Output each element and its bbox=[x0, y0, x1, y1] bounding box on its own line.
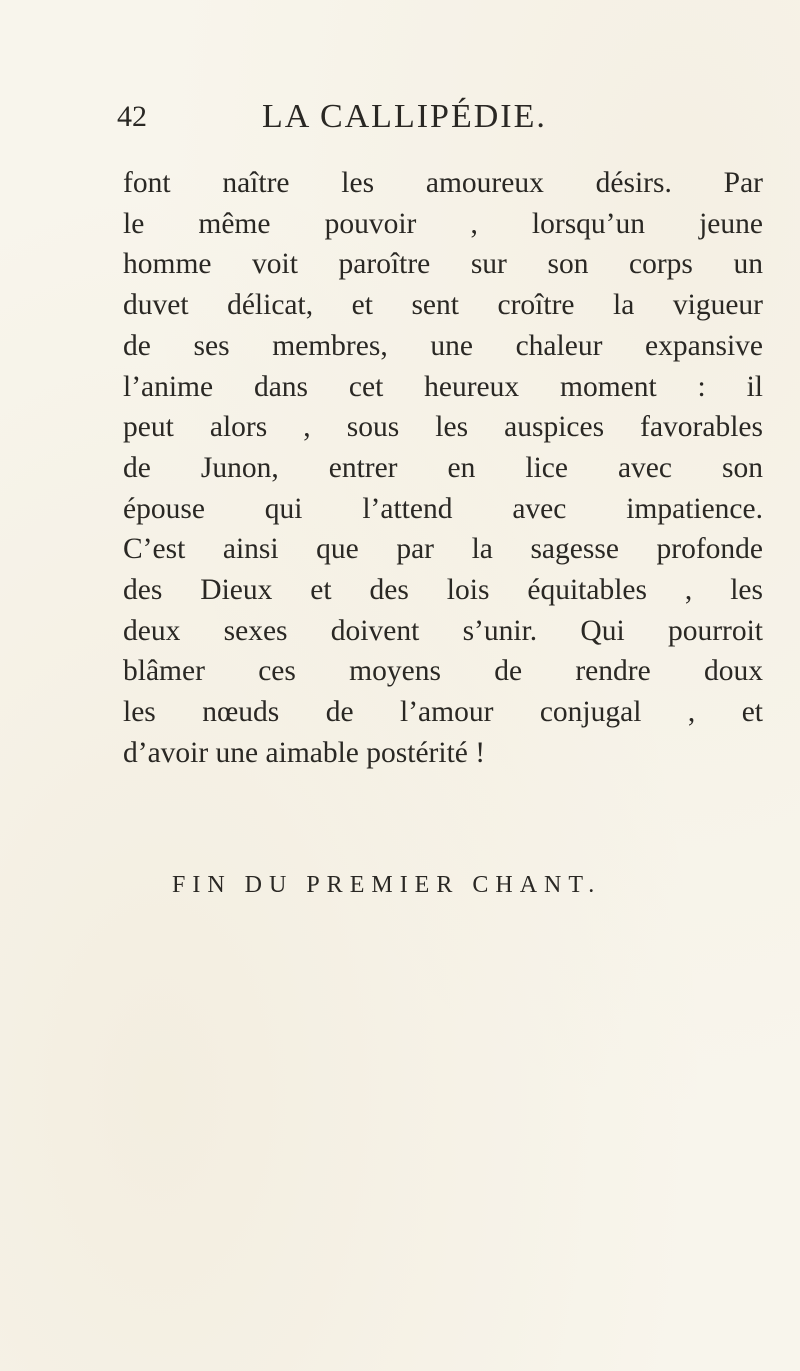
chapter-end-colophon: FIN DU PREMIER CHANT. bbox=[172, 872, 602, 898]
text-line: deux sexes doivent s’unir. Qui pourroit bbox=[123, 614, 763, 647]
text-line: le même pouvoir , lorsqu’un jeune bbox=[123, 207, 763, 240]
text-line: épouse qui l’attend avec impatience. bbox=[123, 492, 763, 525]
page-number: 42 bbox=[117, 100, 147, 133]
text-line: d’avoir une aimable postérité ! bbox=[123, 736, 486, 769]
body-text bbox=[123, 163, 763, 774]
text-line: homme voit paroître sur son corps un bbox=[123, 248, 763, 281]
text-line: peut alors , sous les auspices favorables bbox=[123, 411, 763, 444]
text-line: l’anime dans cet heureux moment : il bbox=[123, 370, 763, 403]
text-line: C’est ainsi que par la sagesse profonde bbox=[123, 533, 763, 566]
running-title: LA CALLIPÉDIE. bbox=[262, 98, 547, 135]
text-line: duvet délicat, et sent croître la vigueur bbox=[123, 289, 763, 322]
text-line: des Dieux et des lois équitables , les bbox=[123, 574, 763, 607]
page-header bbox=[117, 98, 757, 148]
text-line: font naître les amoureux désirs. Par bbox=[123, 167, 763, 199]
text-line: les nœuds de l’amour conjugal , et bbox=[123, 696, 763, 729]
text-line: de Junon, entrer en lice avec son bbox=[123, 451, 763, 484]
text-line: de ses membres, une chaleur expansive bbox=[123, 329, 763, 362]
text-line: blâmer ces moyens de rendre doux bbox=[123, 655, 763, 688]
